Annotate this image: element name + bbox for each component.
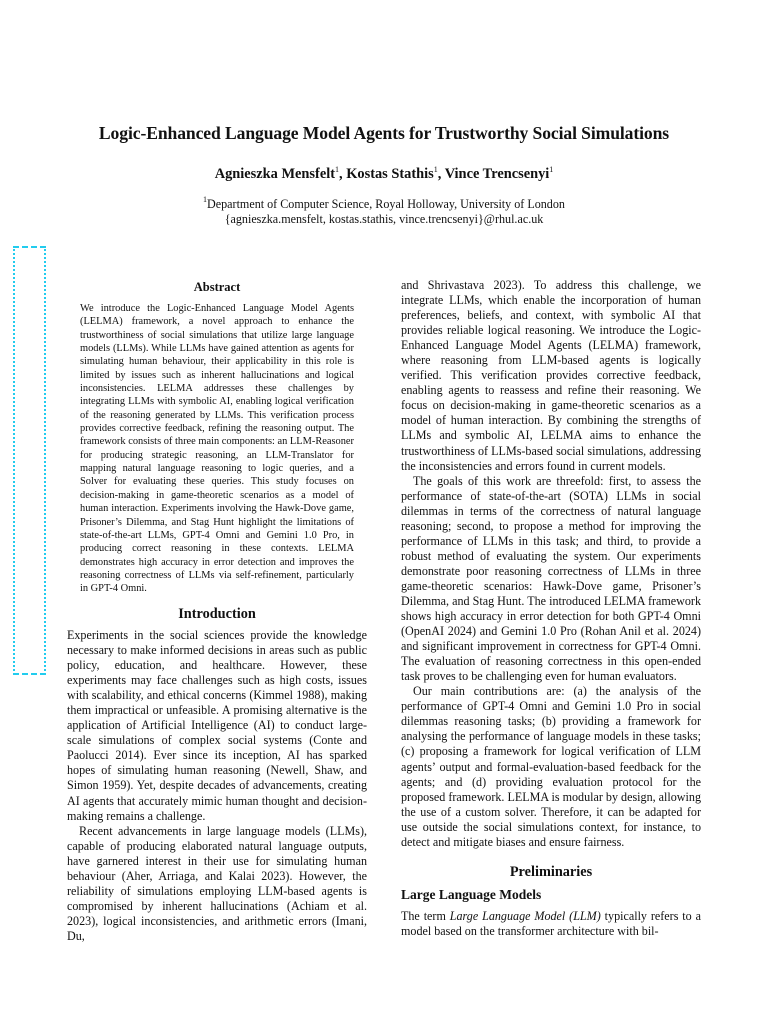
preliminaries-paragraph-1 xyxy=(401,909,701,939)
paper-title: Logic-Enhanced Language Model Agents for Trustworthy Social Simulations xyxy=(98,123,670,143)
intro-paragraph-4: Our main contributions are: (a) the analysis of the performance of GPT-4 Omni and Gemini 1.0 Pro in social dilemmas reasoning tasks; (b) providing a framework for analysing the performance of language models in these tasks; (c) proposing a framework for logical verification of LLM agents’ output and formal-evaluation-based feedback for the agents; and (d) providing evaluation protocol for the proposed framework. LELMA is modular by design, allowing the use of a custom solver. Therefore, it can be adapted for use outside the social simulations context, for instance, to detect and mitigate biases and ensure fairness. xyxy=(401,684,701,849)
prelim-term: Large Language Model (LLM) xyxy=(449,908,601,923)
author-name: Kostas Stathis xyxy=(346,166,434,182)
llm-subheading: Large Language Models xyxy=(401,886,542,902)
affil-line-emails: {agnieszka.mensfelt, kostas.stathis, vince.trencsenyi}@rhul.ac.uk xyxy=(224,212,544,226)
intro-paragraph-2: Recent advancements in large language models (LLMs), capable of producing elaborated natural language outputs, have garnered interest in their use for simulating human behaviour (Aher, Arriaga, and Kalai 2023). However, the reliability of simulations employing LLM-based agents is compromised by inherent hallucinations (Achiam et al. 2023), logical inconsistencies, and arithmetic errors (Imani, Du, xyxy=(67,823,367,943)
affil-line-institution: Department of Computer Science, Royal Holloway, University of London xyxy=(207,197,565,211)
intro-paragraph-3: The goals of this work are threefold: first, to assess the performance of state-of-the-art (SOTA) LLMs in social dilemmas in terms of the correctness of natural language reasoning; second, to propose a method for improving the performance of LLMs in this task; and third, to provide a robust method of evaluating the system. Our experiments demonstrate poor reasoning correctness of LLMs in three game-theoretic scenarios: Hawk-Dove game, Prisoner’s Dilemma, and Stag Hunt. The introduced LELMA framework shows high accuracy in error detection for both GPT-4 Omni (OpenAI 2024) and Gemini 1.0 Pro (Rohan Anil et al. 2024) and significant improvement in correctness for GPT-4 Omni. The evaluation of reasoning correctness in this open-ended task proves to be challenging even for human evaluators. xyxy=(401,473,701,684)
affil-mark: 1 xyxy=(203,195,208,204)
abstract-text: We introduce the Logic-Enhanced Language Model Agents (LELMA) framework, a novel approach to enhance the trustworthiness of social simulations that utilize large language models (LLMs). While LLMs have gained attention as agents for simulating human behaviour, their applicability in this role is limited by issues such as inherent hallucinations and logical inconsistencies. LELMA addresses these challenges by integrating LLMs with symbolic AI, enabling logical verification of the reasoning generated by LLMs. This verification process provides corrective feedback, refining the reasoning output. The framework consists of three main components: an LLM-Reasoner for producing strategic reasoning, an LLM-Translator for mapping natural language reasoning to logic queries, and a Solver for evaluating these queries. This study focuses on decision-making in game-theoretic scenarios as a model of human interaction. Experiments involving the Hawk-Dove game, Prisoner’s Dilemma, and Stag Hunt highlight the limitations of state-of-the-art LLMs, GPT-4 Omni and Gemini 1.0 Pro, in producing correct reasoning in these contexts. LELMA demonstrates high accuracy in error detection and improves the reasoning correctness of LLMs via self-refinement, particularly in GPT-4 Omni. xyxy=(80,303,354,595)
affiliation xyxy=(40,192,728,227)
intro-paragraph-1: Experiments in the social sciences provide the knowledge necessary to make informed decisions in areas such as public policy, education, and healthcare. However, these experiments may face challenges such as high costs, issues with scalability, and ethical concerns (Kimmel 1988), making them impractical or unfeasible. A promising alternative is the application of Artificial Intelligence (AI) to conduct large-scale simulations of complex social systems (Conte and Paolucci 2014). Ever since its inception, AI has sparked hopes of simulating human reasoning (Newell, Shaw, and Simon 1959). Yet, despite decades of advancements, creating AI agents that accurately mimic human thought and decision-making remains a challenge. xyxy=(67,628,367,823)
author-affil-mark: 1 xyxy=(549,165,554,174)
prelim-text: The term xyxy=(401,908,450,923)
introduction-heading: Introduction xyxy=(178,606,256,622)
margin-annotation-box xyxy=(13,246,46,675)
prelim-text: typically refers to a model based on the transformer architecture with bil- xyxy=(401,908,701,938)
intro-paragraph-2-continued: and Shrivastava 2023). To address this challenge, we integrate LLMs, which enable the incorporation of human preferences, beliefs, and context, with symbolic AI that provides reliable logical reasoning. We introduce the Logic-Enhanced Language Model Agents (LELMA) framework, where reasoning from LLM-based agents is logically verified. This verification provides corrective feedback, enabling agents to reassess and refine their reasoning. We focus on decision-making in game-theoretic scenarios as a model of human interaction. By combining the strengths of LLMs and symbolic AI, LELMA aims to enhance the trustworthiness of LLMs-based social simulations, addressing the inconsistencies and errors found in current models. xyxy=(401,278,701,473)
author-name: Agnieszka Mensfelt xyxy=(214,166,335,182)
preliminaries-heading: Preliminaries xyxy=(509,863,593,880)
author-affil-mark: 1 xyxy=(335,165,339,174)
author-list: Agnieszka Mensfelt$^1$, Kostas Stathis$^1$, Vince Trencsenyi$^1$ xyxy=(214,165,554,182)
author-name: Vince Trencsenyi xyxy=(444,166,550,182)
author-affil-mark: 1 xyxy=(433,165,438,174)
abstract-heading: Abstract xyxy=(193,280,241,294)
